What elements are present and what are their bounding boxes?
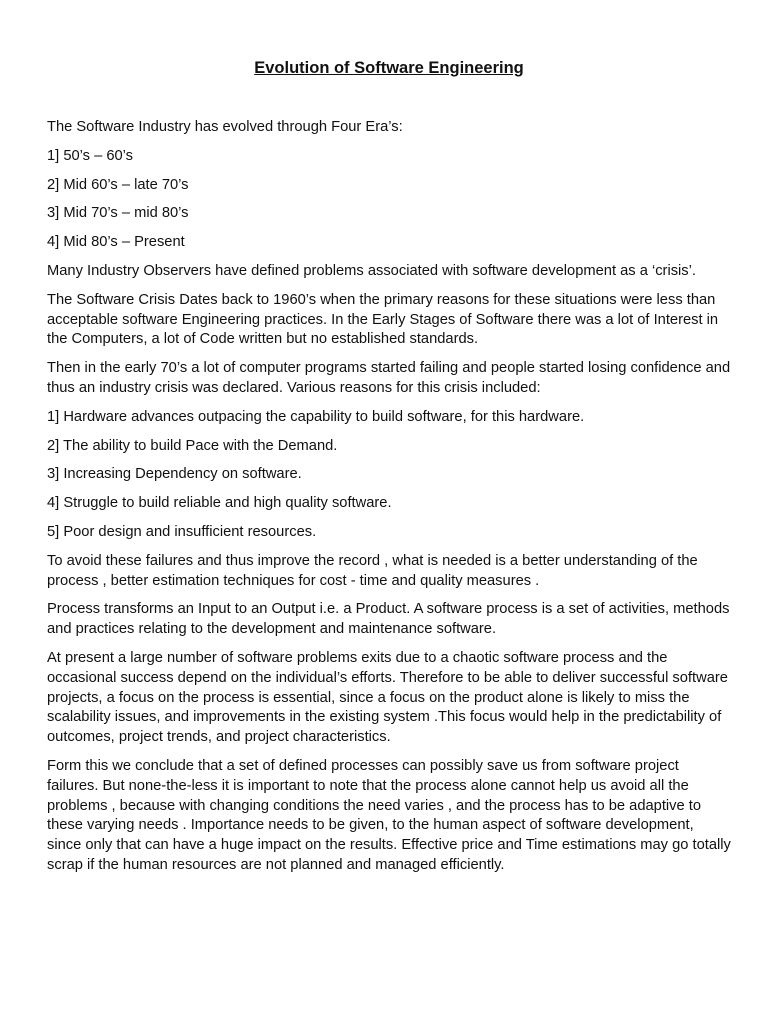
present-problems-paragraph: At present a large number of software problems exits due to a chaotic software process and the occasional success depend on the individual’s efforts. Therefore to be able to deliver successful software projects, a focus on the process is essential, since a focus on the product alone is likely to miss the scalability issues, and improvements in the existing system .This focus would help in the predictability of outcomes, project trends, and project characteristics. <box>47 649 728 746</box>
crisis-reason-item: 3] Increasing Dependency on software. <box>47 466 302 483</box>
crisis-reason-item: 1] Hardware advances outpacing the capability to build software, for this hardware. <box>47 408 585 425</box>
document-title: Evolution of Software Engineering <box>254 59 524 77</box>
document-page <box>47 58 731 885</box>
crisis-reason-item: 4] Struggle to build reliable and high quality software. <box>47 495 392 512</box>
era-list-item: 4] Mid 80’s – Present <box>47 234 185 251</box>
crisis-declared-paragraph: Then in the early 70’s a lot of computer programs started failing and people started losing confidence and thus an industry crisis was declared. Various reasons for this crisis included: <box>47 360 731 396</box>
era-list-item: 3] Mid 70’s – mid 80’s <box>47 205 189 222</box>
era-list-item: 1] 50’s – 60’s <box>47 147 134 164</box>
conclusion-paragraph: Form this we conclude that a set of defined processes can possibly save us from software project failures. But none-the-less it is important to note that the process alone cannot help us avoid all the problems , because with changing conditions the need varies , and the process has to be adaptive to these varying needs . Importance needs to be given, to the human aspect of software development, since only that can have a huge impact on the results. Effective price and Time estimations may go totally scrap if the human resources are not planned and managed efficiently. <box>47 757 731 873</box>
crisis-reason-item: 5] Poor design and insufficient resources. <box>47 523 317 540</box>
avoid-failures-paragraph: To avoid these failures and thus improve the record , what is needed is a better understanding of the process , better estimation techniques for cost - time and quality measures . <box>47 552 698 589</box>
intro-paragraph: The Software Industry has evolved through Four Era’s: <box>47 119 403 135</box>
crisis-reason-item: 2] The ability to build Pace with the Demand. <box>47 437 338 454</box>
era-list-item: 2] Mid 60’s – late 70’s <box>47 176 189 193</box>
crisis-definition-paragraph: Many Industry Observers have defined problems associated with software development as a ‘crisis’. <box>47 262 696 279</box>
process-definition-paragraph: Process transforms an Input to an Output i.e. a Product. A software process is a set of activities, methods and practices relating to the development and maintenance software. <box>47 601 730 638</box>
crisis-dates-paragraph: The Software Crisis Dates back to 1960’s when the primary reasons for these situations were less than acceptable software Engineering practices. In the Early Stages of Software there was a lot of Interest in the Computers, a lot of Code written but no established standards. <box>47 291 719 348</box>
